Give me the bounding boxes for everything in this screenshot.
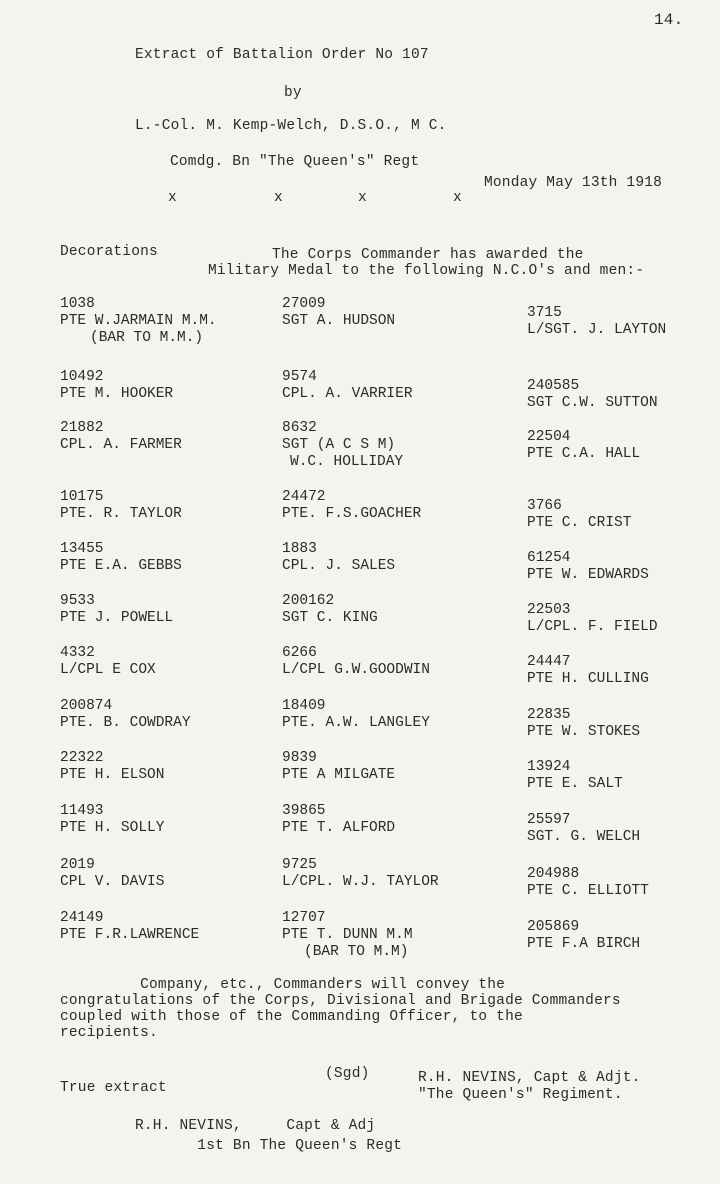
recipient-name: L/CPL. F. FIELD xyxy=(527,619,658,635)
service-number: 11493 xyxy=(60,803,104,819)
recipient-entry xyxy=(60,541,182,575)
recipient-name: SGT. G. WELCH xyxy=(527,829,641,845)
service-number: 12707 xyxy=(282,910,326,926)
closing-line: congratulations of the Corps, Divisional and Brigade Commanders xyxy=(60,993,621,1009)
recipient-entry xyxy=(282,296,395,330)
officer-name: L.-Col. M. Kemp-Welch, D.S.O., M C. xyxy=(135,118,447,134)
recipient-entry xyxy=(527,919,640,953)
signer-line: 1st Bn The Queen's Regt xyxy=(135,1138,403,1154)
recipient-entry xyxy=(282,803,395,837)
service-number: 2019 xyxy=(60,857,95,873)
recipient-entry xyxy=(282,645,430,679)
recipient-name: CPL. A. FARMER xyxy=(60,437,182,453)
recipient-entry xyxy=(282,369,413,403)
true-extract-label: True extract xyxy=(60,1080,167,1096)
page-number: 14. xyxy=(654,11,684,29)
service-number: 22322 xyxy=(60,750,104,766)
service-number: 9725 xyxy=(282,857,317,873)
separator-mark: x xyxy=(168,190,177,206)
recipient-name: L/CPL E COX xyxy=(60,662,156,678)
recipient-name: PTE. A.W. LANGLEY xyxy=(282,715,430,731)
recipient-name: PTE A MILGATE xyxy=(282,767,396,783)
service-number: 61254 xyxy=(527,550,571,566)
recipient-entry xyxy=(527,866,649,900)
service-number: 9533 xyxy=(60,593,95,609)
service-number: 10175 xyxy=(60,489,104,505)
service-number: 13924 xyxy=(527,759,571,775)
recipient-name: PTE. B. COWDRAY xyxy=(60,715,191,731)
recipient-name: CPL. J. SALES xyxy=(282,558,396,574)
signature-block xyxy=(418,1070,641,1104)
recipient-entry xyxy=(60,750,164,784)
separator-mark: x xyxy=(274,190,283,206)
recipient-name: PTE W. STOKES xyxy=(527,724,641,740)
recipient-entry xyxy=(60,593,173,627)
recipient-name: CPL. A. VARRIER xyxy=(282,386,413,402)
closing-paragraph xyxy=(60,977,621,1041)
closing-line: Company, etc., Commanders will convey the xyxy=(60,977,506,993)
service-number: 204988 xyxy=(527,866,580,882)
recipient-name: PTE C. ELLIOTT xyxy=(527,883,649,899)
service-number: 1883 xyxy=(282,541,317,557)
recipient-entry xyxy=(60,489,182,523)
service-number: 13455 xyxy=(60,541,104,557)
recipient-note: W.C. HOLLIDAY xyxy=(290,454,404,470)
recipient-entry xyxy=(527,654,649,688)
recipient-name: SGT C.W. SUTTON xyxy=(527,395,658,411)
recipient-entry xyxy=(527,602,658,636)
signature-line: R.H. NEVINS, Capt & Adjt. xyxy=(418,1070,641,1086)
service-number: 18409 xyxy=(282,698,326,714)
service-number: 4332 xyxy=(60,645,95,661)
recipient-entry xyxy=(527,759,623,793)
recipient-name: SGT C. KING xyxy=(282,610,378,626)
service-number: 24149 xyxy=(60,910,104,926)
recipient-entry xyxy=(282,698,430,732)
recipient-name: PTE E.A. GEBBS xyxy=(60,558,182,574)
recipient-entry xyxy=(60,369,173,403)
by-line: by xyxy=(284,85,302,101)
recipient-name: PTE H. CULLING xyxy=(527,671,649,687)
recipient-entry xyxy=(60,803,164,837)
recipient-name: PTE M. HOOKER xyxy=(60,386,174,402)
recipient-entry xyxy=(282,541,395,575)
service-number: 200874 xyxy=(60,698,113,714)
service-number: 27009 xyxy=(282,296,326,312)
recipient-name: PTE F.A BIRCH xyxy=(527,936,641,952)
service-number: 205869 xyxy=(527,919,580,935)
recipient-entry xyxy=(60,698,191,732)
service-number: 3715 xyxy=(527,305,562,321)
recipient-name: PTE F.R.LAWRENCE xyxy=(60,927,200,943)
recipient-entry xyxy=(282,910,413,961)
signer-block xyxy=(135,1116,402,1156)
recipient-entry xyxy=(282,420,403,471)
service-number: 22835 xyxy=(527,707,571,723)
recipient-entry xyxy=(527,429,640,463)
recipient-name: PTE T. DUNN M.M xyxy=(282,927,413,943)
service-number: 22504 xyxy=(527,429,571,445)
recipient-name: L/SGT. J. LAYTON xyxy=(527,322,667,338)
recipient-entry xyxy=(282,857,439,891)
closing-line: coupled with those of the Commanding Officer, to the xyxy=(60,1009,523,1025)
recipient-entry xyxy=(60,857,164,891)
recipient-entry xyxy=(282,489,421,523)
recipient-entry xyxy=(527,707,640,741)
service-number: 1038 xyxy=(60,296,95,312)
service-number: 240585 xyxy=(527,378,580,394)
recipient-entry xyxy=(60,296,217,347)
service-number: 39865 xyxy=(282,803,326,819)
service-number: 24447 xyxy=(527,654,571,670)
recipient-name: PTE C. CRIST xyxy=(527,515,632,531)
sgd-mark: (Sgd) xyxy=(325,1066,370,1082)
service-number: 200162 xyxy=(282,593,335,609)
order-date: Monday May 13th 1918 xyxy=(484,175,663,191)
service-number: 3766 xyxy=(527,498,562,514)
recipient-entry xyxy=(282,750,395,784)
recipient-name: PTE H. SOLLY xyxy=(60,820,165,836)
service-number: 9574 xyxy=(282,369,317,385)
service-number: 24472 xyxy=(282,489,326,505)
recipient-note: (BAR TO M.M.) xyxy=(90,330,204,346)
recipient-entry xyxy=(527,305,666,339)
service-number: 22503 xyxy=(527,602,571,618)
separator-mark: x xyxy=(358,190,367,206)
separator-mark: x xyxy=(453,190,462,206)
recipient-name: CPL V. DAVIS xyxy=(60,874,165,890)
recipient-name: L/CPL. W.J. TAYLOR xyxy=(282,874,439,890)
order-title: Extract of Battalion Order No 107 xyxy=(135,47,429,63)
recipient-entry xyxy=(282,593,378,627)
recipient-entry xyxy=(60,645,156,679)
service-number: 21882 xyxy=(60,420,104,436)
recipient-note: (BAR TO M.M) xyxy=(304,944,409,960)
recipient-name: SGT A. HUDSON xyxy=(282,313,396,329)
recipient-name: SGT (A C S M) xyxy=(282,437,396,453)
recipient-name: PTE H. ELSON xyxy=(60,767,165,783)
recipient-entry xyxy=(60,420,182,454)
recipient-name: PTE C.A. HALL xyxy=(527,446,641,462)
service-number: 10492 xyxy=(60,369,104,385)
recipient-name: PTE J. POWELL xyxy=(60,610,174,626)
recipient-entry xyxy=(527,812,640,846)
recipient-entry xyxy=(527,498,631,532)
service-number: 9839 xyxy=(282,750,317,766)
recipient-name: PTE W.JARMAIN M.M. xyxy=(60,313,217,329)
recipient-entry xyxy=(60,910,199,944)
signature-line: "The Queen's" Regiment. xyxy=(418,1087,623,1103)
recipient-name: PTE. F.S.GOACHER xyxy=(282,506,422,522)
service-number: 8632 xyxy=(282,420,317,436)
decorations-text-line: Military Medal to the following N.C.O's and men:- xyxy=(208,263,645,279)
unit-line: Comdg. Bn "The Queen's" Regt xyxy=(170,154,420,170)
recipient-entry xyxy=(527,378,658,412)
signer-line: R.H. NEVINS, Capt & Adj xyxy=(135,1118,376,1134)
decorations-text-line: The Corps Commander has awarded the xyxy=(272,247,584,263)
recipient-name: PTE W. EDWARDS xyxy=(527,567,649,583)
recipient-entry xyxy=(527,550,649,584)
recipient-name: PTE E. SALT xyxy=(527,776,623,792)
recipient-name: PTE. R. TAYLOR xyxy=(60,506,182,522)
decorations-label: Decorations xyxy=(60,244,158,260)
recipient-name: PTE T. ALFORD xyxy=(282,820,396,836)
service-number: 25597 xyxy=(527,812,571,828)
service-number: 6266 xyxy=(282,645,317,661)
recipient-name: L/CPL G.W.GOODWIN xyxy=(282,662,430,678)
closing-line: recipients. xyxy=(60,1025,158,1041)
